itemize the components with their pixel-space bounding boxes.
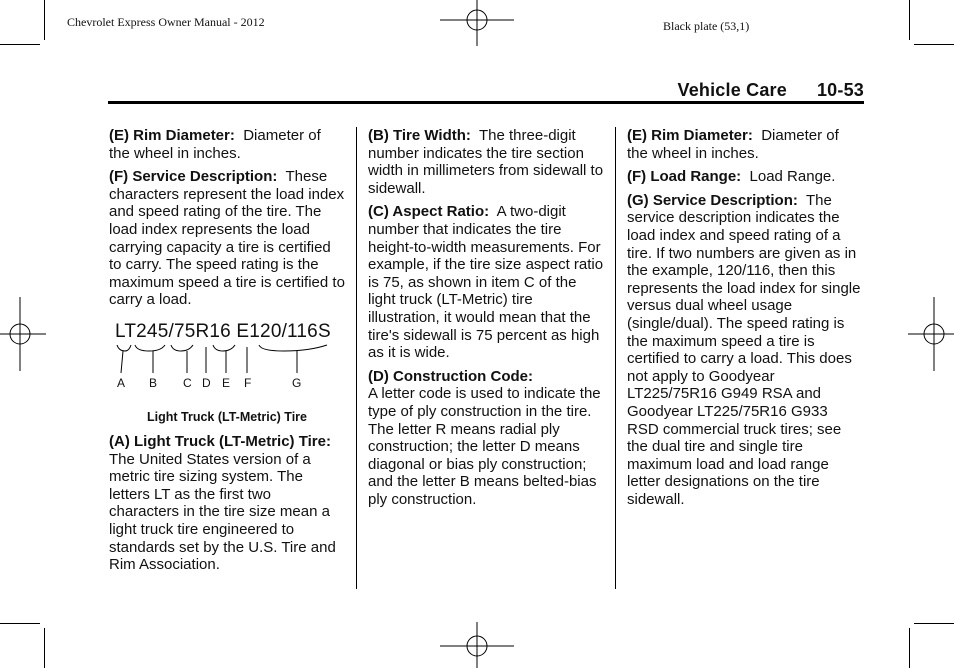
term-label: (C) Aspect Ratio bbox=[368, 203, 485, 221]
term-label: (D) Construction Code bbox=[368, 367, 528, 385]
definition-text: A two-digit number that indicates the tire height-to-width measurements. For example, if the tire size aspect ratio is 75, as shown in item C of the light truck (LT-Metric) tire illustration, it would mean that the tire's sidewall is 75 percent as high as it is wide. bbox=[368, 203, 604, 362]
definition-text: A letter code is used to indicate the type of ply construction in the tire. The letter R means radial ply construction; the letter D means diagonal or bias ply construction; and the letter B means belted-bias ply construction. bbox=[368, 385, 601, 508]
crop-mark bbox=[44, 0, 45, 40]
definition-text: The service description indicates the load index and speed rating of a tire. If two numbers are given as in the example, 120/116, then this represents the load index for single versus dual wheel usage (single/dual). The speed rating is the maximum speed a tire is certified to carry a load. This does not apply to Goodyear LT225/75R16 G949 RSA and Goodyear LT225/75R16 G933 RSD commercial truck tires; see the dual tire and single tire maximum load and load range letter designations on the tire sidewall. bbox=[627, 191, 861, 508]
page-header bbox=[677, 80, 864, 101]
term-label: (E) Rim Diameter bbox=[627, 127, 748, 144]
term-label: (E) Rim Diameter bbox=[109, 127, 230, 144]
definition-e: (E) Rim Diameter: Diameter of the wheel in inches. bbox=[109, 127, 321, 162]
figure-label: C bbox=[183, 375, 192, 390]
term-label: (F) Load Range bbox=[627, 168, 737, 186]
definition-f: (F) Load Range: Load Range. bbox=[627, 168, 836, 186]
crop-mark bbox=[914, 44, 954, 45]
definition-text: Load Range. bbox=[749, 168, 836, 186]
definition-g: (G) Service Description: The service description indicates the load index and speed rating of a tire. If two numbers are given as in the example, 120/116, then this represents the load index for single versus dual wheel usage (single/dual). The speed rating is the maximum speed a tire is certified to carry a load. This does not apply to Goodyear LT225/75R16 G949 RSA and Goodyear LT225/75R16 G933 RSD commercial truck tires; see the dual tire and single tire maximum load and load range letter designations on the tire sidewall. bbox=[627, 191, 861, 508]
crop-mark bbox=[909, 628, 910, 668]
tire-size-figure bbox=[109, 320, 345, 433]
crop-mark bbox=[0, 44, 40, 45]
column-1 bbox=[109, 127, 345, 580]
definition-text: The United States version of a metric tire sizing system. The letters LT as the first two characters in the tire size mean a light truck tire engineered to standards set by the U.S. Tire and Rim Association. bbox=[109, 450, 336, 574]
definition-e: (E) Rim Diameter: Diameter of the wheel in inches. bbox=[627, 127, 839, 162]
registration-mark-icon bbox=[0, 297, 46, 371]
column-divider bbox=[356, 127, 357, 589]
registration-mark-icon bbox=[440, 622, 514, 668]
figure-label: F bbox=[244, 375, 252, 390]
definition-text: Diameter of the wheel in inches. bbox=[627, 127, 839, 162]
crop-mark bbox=[914, 623, 954, 624]
definition-f: (F) Service Description: These characters represent the load index and speed rating of the tire. The load index represents the load carrying capacity a tire is certified to carry. The speed rating is the maximum speed a tire is certified to carry a load. bbox=[109, 168, 345, 309]
bracket-lines-icon bbox=[109, 343, 345, 377]
crop-mark bbox=[909, 0, 910, 40]
registration-mark-icon bbox=[440, 0, 514, 46]
definition-text: The three-digit number indicates the tire section width in millimeters from sidewall to sidewall. bbox=[368, 127, 604, 197]
figure-caption: Light Truck (LT-Metric) Tire bbox=[147, 409, 307, 424]
definition-a: (A) Light Truck (LT-Metric) Tire: The United States version of a metric tire sizing system. The letters LT as the first two characters in the tire size mean a light truck tire engineered to standards set by the U.S. Tire and Rim Association. bbox=[109, 432, 336, 574]
definition-text: These characters represent the load index and speed rating of the tire. The load index represents the load carrying capacity a tire is certified to carry. The speed rating is the maximum speed a tire is certified to carry a load. bbox=[109, 168, 345, 309]
term-label: (F) Service Description bbox=[109, 168, 273, 186]
tire-size-code: LT245/75R16 E120/116S bbox=[115, 320, 331, 342]
figure-label: G bbox=[292, 375, 302, 390]
page-number: 10-53 bbox=[816, 80, 864, 100]
term-label: (B) Tire Width bbox=[368, 127, 466, 144]
plate-label: Black plate (53,1) bbox=[663, 19, 750, 33]
registration-mark-icon bbox=[908, 297, 954, 371]
column-2 bbox=[368, 127, 604, 514]
figure-label: A bbox=[117, 375, 126, 390]
definition-text: Diameter of the wheel in inches. bbox=[109, 127, 321, 162]
figure-label: B bbox=[149, 375, 158, 390]
column-3 bbox=[627, 127, 863, 514]
term-label: (G) Service Description bbox=[627, 191, 793, 209]
term-label: (A) Light Truck (LT-Metric) Tire bbox=[109, 432, 326, 450]
figure-label: D bbox=[202, 375, 211, 390]
section-name: Vehicle Care bbox=[677, 80, 787, 100]
crop-mark bbox=[0, 623, 40, 624]
definition-d: (D) Construction Code: A letter code is used to indicate the type of ply construction in the tire. The letter R means radial ply construction; the letter D means diagonal or bias ply construction; and the letter B means belted-bias ply construction. bbox=[368, 367, 601, 508]
definition-c: (C) Aspect Ratio: A two-digit number that indicates the tire height-to-width measurements. For example, if the tire size aspect ratio is 75, as shown in item C of the light truck (LT-Metric) tire illustration, it would mean that the tire's sidewall is 75 percent as high as it is wide. bbox=[368, 203, 604, 362]
manual-title: Chevrolet Express Owner Manual - 2012 bbox=[67, 15, 265, 29]
crop-mark bbox=[44, 628, 45, 668]
definition-b: (B) Tire Width: The three-digit number indicates the tire section width in millimeters from sidewall to sidewall. bbox=[368, 127, 604, 197]
column-divider bbox=[615, 127, 616, 589]
figure-label: E bbox=[222, 375, 231, 390]
header-rule bbox=[108, 101, 864, 104]
